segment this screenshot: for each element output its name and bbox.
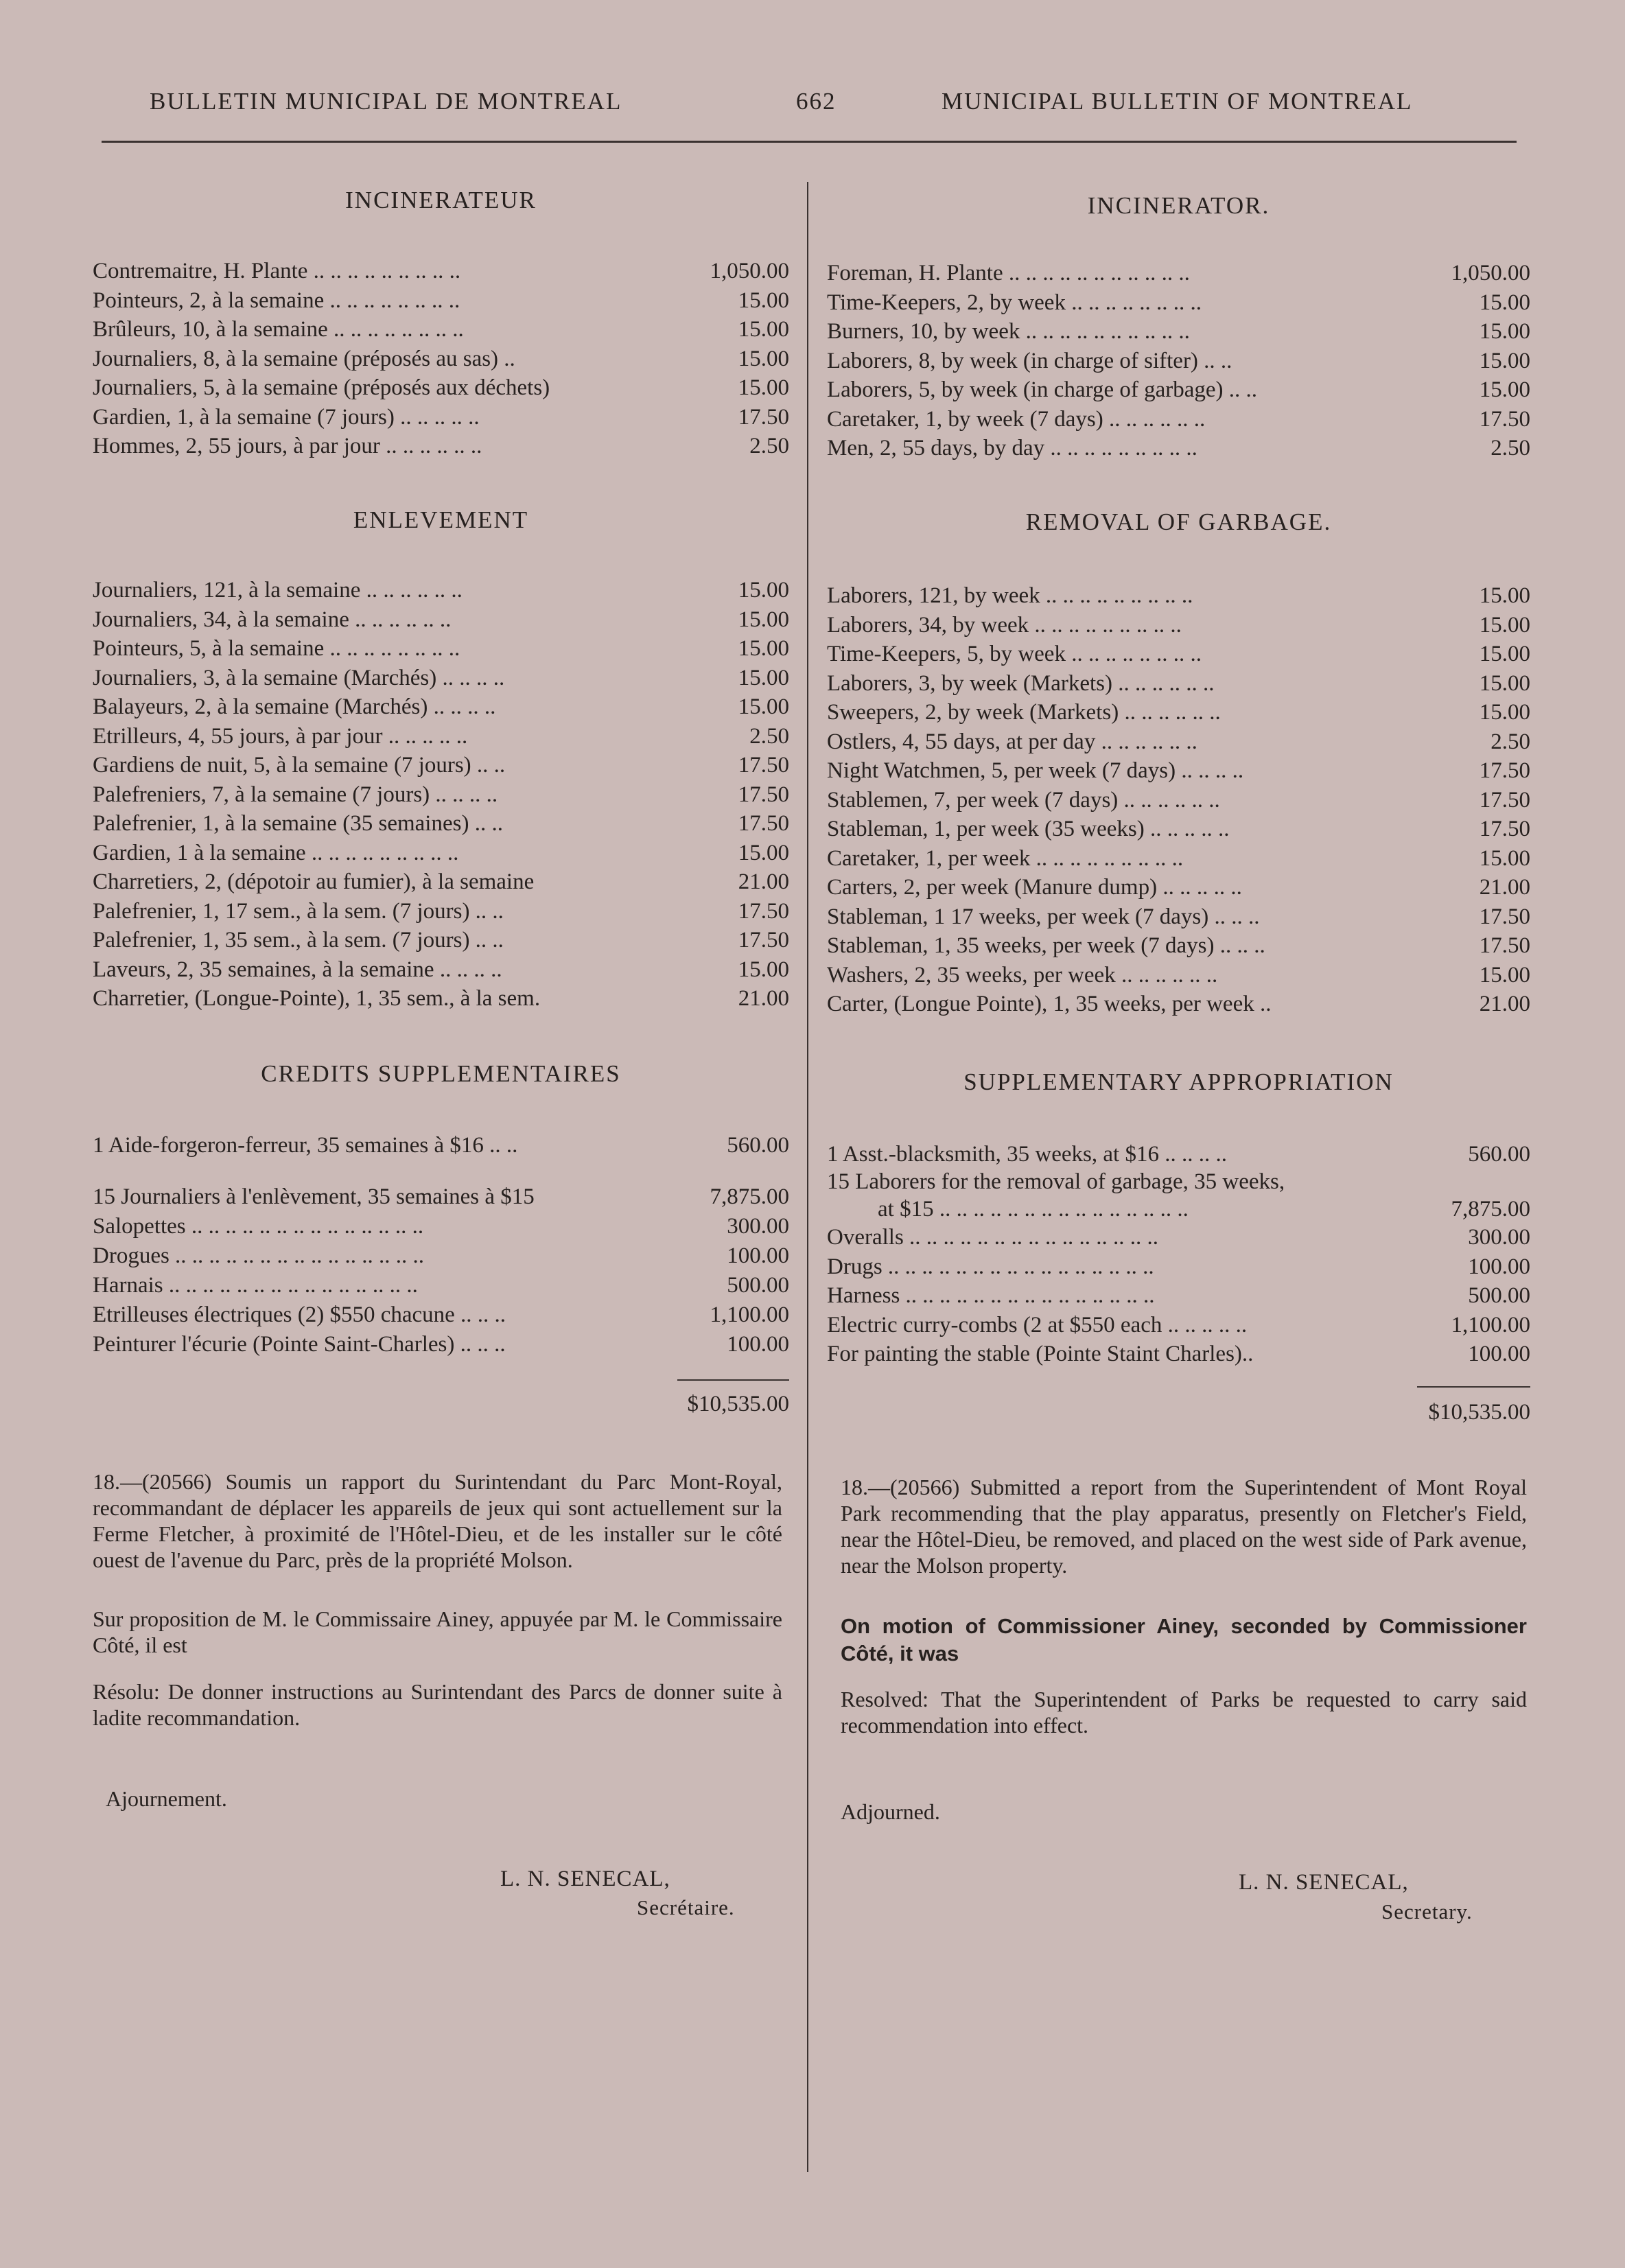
paragraph-resolution-en: Resolved: That the Superintendent of Parks be requested to carry said recommendation into effect. xyxy=(841,1687,1527,1738)
signature-name-en: L. N. SENECAL, xyxy=(1239,1870,1409,1895)
row-label: Time-Keepers, 2, by week .. .. .. .. .. .. .. .. xyxy=(827,290,1202,315)
row-amount: 300.00 xyxy=(1468,1225,1530,1250)
row-amount: 21.00 xyxy=(1479,992,1530,1016)
row-amount: 300.00 xyxy=(727,1214,789,1239)
row-amount: 2.50 xyxy=(749,434,789,458)
row-label: Palefrenier, 1, 35 sem., à la sem. (7 jours) .. .. xyxy=(93,928,504,952)
section-title-credits: CREDITS SUPPLEMENTAIRES xyxy=(261,1060,621,1087)
row-label: Stableman, 1, per week (35 weeks) .. .. .. .. .. xyxy=(827,817,1230,841)
row-label: For painting the stable (Pointe Staint Charles).. xyxy=(827,1342,1254,1366)
row-label: Sweepers, 2, by week (Markets) .. .. .. .. .. .. xyxy=(827,700,1221,725)
row-label: Gardien, 1 à la semaine .. .. .. .. .. .. .. .. .. xyxy=(93,840,459,865)
row-label: Drugs .. .. .. .. .. .. .. .. .. .. .. .. .. .. .. .. xyxy=(827,1254,1154,1279)
row-amount: 17.50 xyxy=(1479,904,1530,929)
row-label: Stableman, 1, 35 weeks, per week (7 days) .. .. .. xyxy=(827,933,1265,958)
row-amount: 17.50 xyxy=(1479,817,1530,841)
row-amount: 15.00 xyxy=(1479,612,1530,638)
row-label: Stablemen, 7, per week (7 days) .. .. .. .. .. .. xyxy=(827,787,1220,812)
row-label: Hommes, 2, 55 jours, à par jour .. .. .. .. .. .. xyxy=(93,434,482,458)
row-label: Carters, 2, per week (Manure dump) .. .. .. .. .. xyxy=(827,875,1242,900)
row-amount: 15.00 xyxy=(738,607,789,632)
row-amount: 17.50 xyxy=(738,782,789,807)
row-amount: 21.00 xyxy=(1479,875,1530,900)
row-label: Brûleurs, 10, à la semaine .. .. .. .. .. .. .. .. xyxy=(93,317,464,342)
row-amount: 100.00 xyxy=(727,1243,789,1268)
row-label: Journaliers, 3, à la semaine (Marchés) .. .. .. .. xyxy=(93,665,505,690)
row-label: Men, 2, 55 days, by day .. .. .. .. .. .. .. .. .. xyxy=(827,436,1197,460)
section-title-incinerateur: INCINERATEUR xyxy=(345,187,537,213)
row-label: Harnais .. .. .. .. .. .. .. .. .. .. .. .. .. .. .. xyxy=(93,1273,418,1298)
row-label: Overalls .. .. .. .. .. .. .. .. .. .. .. .. .. .. .. xyxy=(827,1225,1159,1250)
row-label: Laborers, 3, by week (Markets) .. .. .. .. .. .. xyxy=(827,670,1215,696)
supplementary-laborers-label-cont: at $15 .. .. .. .. .. .. .. .. .. .. .. .. .. .. .. xyxy=(878,1197,1189,1221)
signature-title-en: Secretary. xyxy=(1381,1899,1473,1924)
row-amount: 15.00 xyxy=(1479,962,1530,987)
adjournment-en: Adjourned. xyxy=(841,1799,940,1824)
row-label: Palefrenier, 1, 17 sem., à la sem. (7 jours) .. .. xyxy=(93,898,504,924)
row-amount: 1,100.00 xyxy=(1451,1312,1530,1337)
row-label: Night Watchmen, 5, per week (7 days) .. .. .. .. xyxy=(827,758,1244,783)
row-amount: 500.00 xyxy=(1468,1283,1530,1308)
row-amount: 15.00 xyxy=(738,840,789,865)
row-label: Pointeurs, 2, à la semaine .. .. .. .. .. .. .. .. xyxy=(93,288,460,313)
row-label: Journaliers, 8, à la semaine (préposés au sas) .. xyxy=(93,346,515,371)
row-label: Washers, 2, 35 weeks, per week .. .. .. .. .. .. xyxy=(827,962,1218,987)
paragraph-report-en: 18.—(20566) Submitted a report from the Superintendent of Mont Royal Park recommending that the play apparatus, presently on Fletcher's Field, near the Hôtel-Dieu, be removed, and placed on the west side of Park avenue, near the Molson property. xyxy=(841,1475,1527,1578)
row-amount: 15.00 xyxy=(1479,670,1530,696)
row-label: 15 Journaliers à l'enlèvement, 35 semaines à $15 xyxy=(93,1184,535,1209)
row-label: Carter, (Longue Pointe), 1, 35 weeks, per week .. xyxy=(827,992,1272,1016)
supplementary-laborers-amount: 7,875.00 xyxy=(1451,1197,1530,1221)
row-amount: 1,050.00 xyxy=(1451,261,1530,285)
row-amount: 15.00 xyxy=(1479,583,1530,608)
supplementary-total-rule xyxy=(1417,1386,1530,1388)
row-amount: 100.00 xyxy=(1468,1254,1530,1279)
row-label: Harness .. .. .. .. .. .. .. .. .. .. .. .. .. .. .. xyxy=(827,1283,1155,1308)
row-amount: 15.00 xyxy=(738,346,789,371)
row-label: Drogues .. .. .. .. .. .. .. .. .. .. .. .. .. .. .. xyxy=(93,1243,425,1268)
row-amount: 1,100.00 xyxy=(710,1302,789,1327)
row-amount: 15.00 xyxy=(1479,377,1530,402)
row-label: Peinturer l'écurie (Pointe Saint-Charles) .. .. .. xyxy=(93,1332,506,1357)
row-amount: 17.50 xyxy=(738,753,789,778)
row-amount: 100.00 xyxy=(1468,1342,1530,1366)
row-label: Laborers, 34, by week .. .. .. .. .. .. .. .. .. xyxy=(827,612,1182,638)
column-divider xyxy=(807,182,808,2172)
row-label: Contremaitre, H. Plante .. .. .. .. .. .. .. .. .. xyxy=(93,259,461,283)
row-amount: 15.00 xyxy=(738,578,789,603)
row-amount: 100.00 xyxy=(727,1332,789,1357)
row-amount: 7,875.00 xyxy=(710,1184,789,1209)
section-title-supplementary: SUPPLEMENTARY APPROPRIATION xyxy=(963,1068,1394,1095)
row-label: Pointeurs, 5, à la semaine .. .. .. .. .. .. .. .. xyxy=(93,636,460,661)
supplementary-total: $10,535.00 xyxy=(1428,1400,1530,1425)
row-label: Laveurs, 2, 35 semaines, à la semaine .. .. .. .. xyxy=(93,957,502,982)
row-amount: 15.00 xyxy=(1479,845,1530,871)
row-label: Charretiers, 2, (dépotoir au fumier), à la semaine xyxy=(93,869,535,894)
row-label: Balayeurs, 2, à la semaine (Marchés) .. .. .. .. xyxy=(93,694,496,719)
row-label: Palefreniers, 7, à la semaine (7 jours) .. .. .. .. xyxy=(93,782,498,807)
row-amount: 15.00 xyxy=(738,694,789,719)
row-amount: 17.50 xyxy=(1479,406,1530,432)
signature-title: Secrétaire. xyxy=(637,1895,735,1919)
row-label: Caretaker, 1, per week .. .. .. .. .. .. .. .. .. xyxy=(827,845,1184,871)
row-label: Palefrenier, 1, à la semaine (35 semaines) .. .. xyxy=(93,811,503,836)
row-amount: 17.50 xyxy=(1479,758,1530,783)
row-label: Journaliers, 5, à la semaine (préposés aux déchets) xyxy=(93,375,550,400)
row-label: Time-Keepers, 5, by week .. .. .. .. .. .. .. .. xyxy=(827,642,1202,666)
header-right-title: MUNICIPAL BULLETIN OF MONTREAL xyxy=(942,88,1413,115)
page-number: 662 xyxy=(796,88,837,115)
adjournment: Ajournement. xyxy=(106,1786,227,1811)
signature-name: L. N. SENECAL, xyxy=(500,1867,670,1891)
row-amount: 2.50 xyxy=(1490,729,1530,754)
paragraph-motion-en: On motion of Commissioner Ainey, seconded by Commissioner Côté, it was xyxy=(841,1614,1527,1665)
row-amount: 17.50 xyxy=(738,811,789,836)
row-amount: 15.00 xyxy=(738,957,789,982)
row-label: Gardien, 1, à la semaine (7 jours) .. .. .. .. .. xyxy=(93,404,480,430)
row-amount: 15.00 xyxy=(1479,642,1530,666)
paragraph-motion: Sur proposition de M. le Commissaire Ainey, appuyée par M. le Commissaire Côté, il est xyxy=(93,1606,782,1657)
row-label: Journaliers, 121, à la semaine .. .. .. .. .. .. xyxy=(93,578,463,603)
row-amount: 17.50 xyxy=(738,898,789,924)
row-amount: 21.00 xyxy=(738,869,789,894)
row-amount: 15.00 xyxy=(1479,348,1530,373)
supplementary-laborers-label: 15 Laborers for the removal of garbage, 35 weeks, xyxy=(827,1169,1285,1194)
row-label: 1 Aide-forgeron-ferreur, 35 semaines à $16 .. .. xyxy=(93,1133,518,1158)
row-amount: 15.00 xyxy=(738,665,789,690)
row-label: Laborers, 5, by week (in charge of garbage) .. .. xyxy=(827,377,1258,402)
row-label: Laborers, 121, by week .. .. .. .. .. .. .. .. .. xyxy=(827,583,1193,608)
row-label: Caretaker, 1, by week (7 days) .. .. .. .. .. .. xyxy=(827,406,1206,432)
row-amount: 15.00 xyxy=(738,288,789,313)
row-label: Salopettes .. .. .. .. .. .. .. .. .. .. .. .. .. .. xyxy=(93,1214,424,1239)
row-amount: 15.00 xyxy=(738,375,789,400)
row-amount: 500.00 xyxy=(727,1273,789,1298)
row-amount: 17.50 xyxy=(738,404,789,430)
paragraph-resolution: Résolu: De donner instructions au Surintendant des Parcs de donner suite à ladite recommandation. xyxy=(93,1679,782,1730)
row-amount: 2.50 xyxy=(749,723,789,749)
supplementary-label: 1 Asst.-blacksmith, 35 weeks, at $16 .. .. .. .. xyxy=(827,1142,1227,1167)
section-title-removal: REMOVAL OF GARBAGE. xyxy=(1025,508,1332,535)
row-label: Journaliers, 34, à la semaine .. .. .. .. .. .. xyxy=(93,607,452,632)
credits-total: $10,535.00 xyxy=(687,1392,789,1416)
section-title-enlevement: ENLEVEMENT xyxy=(353,506,529,533)
row-amount: 17.50 xyxy=(738,928,789,952)
row-label: Gardiens de nuit, 5, à la semaine (7 jours) .. .. xyxy=(93,753,506,778)
header-rule xyxy=(102,141,1517,143)
row-label: Charretier, (Longue-Pointe), 1, 35 sem., à la sem. xyxy=(93,986,541,1011)
row-amount: 21.00 xyxy=(738,986,789,1011)
row-amount: 15.00 xyxy=(738,317,789,342)
row-amount: 2.50 xyxy=(1490,436,1530,460)
row-amount: 15.00 xyxy=(1479,290,1530,315)
row-amount: 17.50 xyxy=(1479,787,1530,812)
row-label: Etrilleurs, 4, 55 jours, à par jour .. .. .. .. .. xyxy=(93,723,468,749)
row-label: Burners, 10, by week .. .. .. .. .. .. .. .. .. .. xyxy=(827,319,1190,344)
credits-total-rule xyxy=(677,1379,789,1381)
row-amount: 15.00 xyxy=(1479,700,1530,725)
paragraph-report: 18.—(20566) Soumis un rapport du Surintendant du Parc Mont-Royal, recommandant de déplacer les appareils de jeux qui sont actuellement sur la Ferme Fletcher, à proximité de l'Hôtel-Dieu, et de les installer sur le côté ouest de l'avenue du Parc, près de la propriété Molson. xyxy=(93,1469,782,1572)
supplementary-amount: 560.00 xyxy=(1468,1142,1530,1167)
row-amount: 17.50 xyxy=(1479,933,1530,958)
row-label: Laborers, 8, by week (in charge of sifter) .. .. xyxy=(827,348,1232,373)
row-amount: 560.00 xyxy=(727,1133,789,1158)
row-amount: 15.00 xyxy=(738,636,789,661)
row-label: Ostlers, 4, 55 days, at per day .. .. .. .. .. .. xyxy=(827,729,1197,754)
row-label: Stableman, 1 17 weeks, per week (7 days) .. .. .. xyxy=(827,904,1260,929)
row-label: Etrilleuses électriques (2) $550 chacune .. .. .. xyxy=(93,1302,506,1327)
row-amount: 15.00 xyxy=(1479,319,1530,344)
section-title-incinerator: INCINERATOR. xyxy=(1087,192,1270,219)
row-label: Electric curry-combs (2 at $550 each .. .. .. .. .. xyxy=(827,1312,1248,1337)
row-label: Foreman, H. Plante .. .. .. .. .. .. .. .. .. .. .. xyxy=(827,261,1190,285)
header-left-title: BULLETIN MUNICIPAL DE MONTREAL xyxy=(150,88,622,115)
row-amount: 1,050.00 xyxy=(710,259,789,283)
